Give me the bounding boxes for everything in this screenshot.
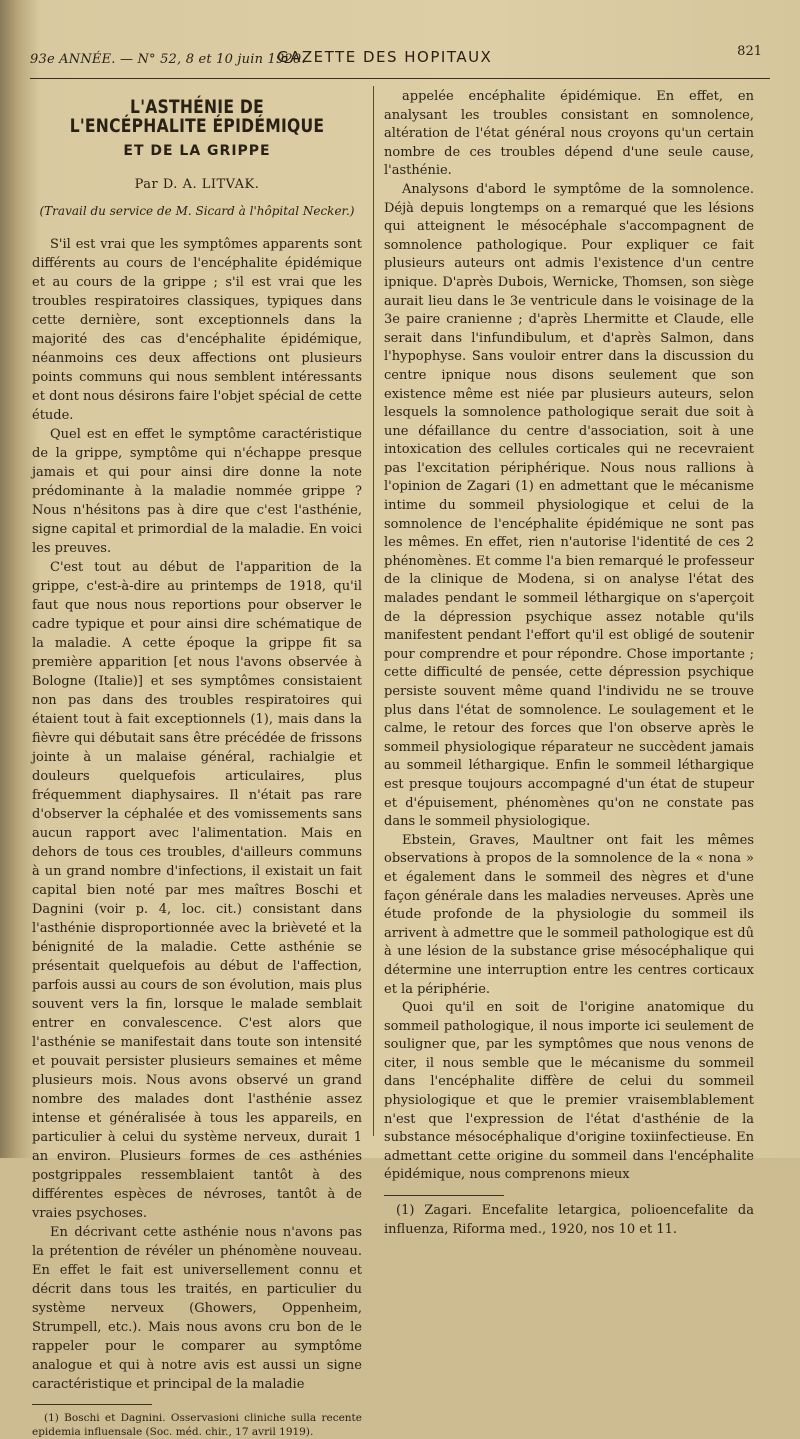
article-title: L'ASTHÉNIE DE L'ENCÉPHALITE ÉPIDÉMIQUE [69,96,325,137]
journal-title: GAZETTE DES HOPITAUX [277,48,493,66]
article-author: Par D. A. LITVAK. [134,177,260,192]
paragraph: Analysons d'abord le symptôme de la somnolence. Déjà depuis longtemps on a remarqué que les lésions qui atteignent le mésocéphale s'accompagnent de somnolence pathologique. Pour expliquer ce fait plusieurs auteurs ont admis l'existence d'un centre ipnique. D'après Dubois, Wernicke, Thomsen, son siège aurait lieu dans le 3e ventricule dans le voisinage de la 3e paire cranienne ; d'après Lhermitte et Claude, elle serait dans l'infundibulum, et d'après Salmon, dans l'hypophyse. Sans vouloir entrer dans la discussion du centre ipnique nous disons seulement que son existence même est niée par plusieurs auteurs, selon lesquels la somnolence pathologique serait due soit à une défaillance du centre d'association, soit à une intoxication des cellules corticales qui ne recevraient pas l'excitation périphérique. Nous nous rallions à l'opinion de Zagari (1) en admettant que le mécanisme intime du sommeil physiologique et celui de la somnolence de l'encéphalite épidémique ne sont pas les mêmes. En effet, rien n'autorise l'identité de ces 2 phénomènes. Et comme l'a bien remarqué le professeur de la clinique de Modena, si on analyse l'état des malades pendant le sommeil léthargique on s'aperçoit de la dépression psychique assez notable qu'ils manifestent pendant l'effort qu'il est obligé de soutenir pour comprendre et pour répondre. Chose importante ; cette difficulté de pensée, cette dépression psychique persiste souvent même quand l'individu ne se trouve plus dans l'état de somnolence. Le soulagement et le calme, le retour des forces que l'on observe après le sommeil physiologique réparateur ne succèdent jamais au sommeil léthargique. Enfin le sommeil léthargique est presque toujours accompagné d'un état de stupeur et d'épuisement, phénomènes qu'on ne constate pas dans le sommeil physiologique. [384,181,754,830]
article-subtitle: ET DE LA GRIPPE [123,143,271,159]
paragraph: C'est tout au début de l'apparition de la grippe, c'est-à-dire au printemps de 1918, qu'il faut que nous nous reportions pour observer le cadre typique et pour ainsi dire schématique de la maladie. A cette époque la grippe fit sa première apparition [et nous l'avons observée à Bologne (Italie)] et ses symptômes consistaient non pas dans des troubles respiratoires qui étaient tout à fait exceptionnels (1), mais dans la fièvre qui débutait sans être précédée de frissons jointe à un malaise général, rachialgie et douleurs quelquefois articulaires, plus fréquemment diaphysaires. Il n'était pas rare d'observer la céphalée et des vomissements sans aucun rapport avec l'alimentation. Mais en dehors de tous ces troubles, d'ailleurs communs à un grand nombre d'infections, il existait un fait capital bien noté par mes maîtres Boschi et Dagnini (voir p. 4, loc. cit.) consistant dans l'asthénie disproportionnée avec la brièveté et la bénignité de la maladie. Cette asthénie se présentait quelquefois au début de l'affection, parfois aussi au cours de son évolution, mais plus souvent vers la fin, lorsque le malade semblait entrer en convalescence. C'est alors que l'asthénie se manifestait dans toute son intensité et pouvait persister plusieurs semaines et même plusieurs mois. Nous avons observé un grand nombre des malades dont l'asthénie assez intense et généralisée à tous les appareils, en particulier à celui du système nerveux, durait 1 an environ. Plusieurs formes de ces asthénies postgrippales ressemblaient tantôt à des différentes espèces de névroses, tantôt à de vraies psychoses. [32,560,362,1221]
paragraph: En décrivant cette asthénie nous n'avons pas la prétention de révéler un phénomène nouveau. En effet le fait est universellement connu et décrit dans tous les traités, en particulier du système nerveux (Ghowers, Oppenheim, Strumpell, etc.). Mais nous avons cru bon de le rappeler pour le comparer au symptôme analogue et qui à notre avis est aussi un signe caractéristique et principal de la maladie [32,1225,362,1392]
footnote-rule [32,1404,152,1405]
article-affiliation: (Travail du service de M. Sicard à l'hôpital Necker.) [39,204,355,218]
page-header [30,44,770,74]
paragraph: S'il est vrai que les symptômes apparents sont différents au cours de l'encéphalite épidémique et au cours de la grippe ; s'il est vrai que les troubles respiratoires classiques, typiques dans cette dernière, sont exceptionnels dans la majorité des cas d'encéphalite épidémique, néanmoins ces deux affections ont plusieurs points communs qui nous semblent intéressants et dont nous désirons faire l'objet spécial de cette étude. [32,237,362,423]
footnote: (1) Boschi et Dagnini. Osservasioni cliniche sulla recente epidemia influensale (Soc. méd. chir., 17 avril 1919). [32,1412,362,1438]
footnote: (1) Zagari. Encefalite letargica, polioencefalite da influenza, Riforma med., 1920, nos 10 et 11. [384,1203,754,1237]
paragraph: Ebstein, Graves, Maultner ont fait les mêmes observations à propos de la somnolence de la « nona » et également dans le sommeil des nègres et d'une façon générale dans les maladies nerveuses. Après une étude profonde de la physiologie du sommeil ils arrivent à admettre que le sommeil pathologique est dû à une lésion de la substance grise mésocéphalique qui détermine une interruption entre les centres corticaux et la périphérie. [384,832,754,997]
right-column [384,88,754,1239]
column-divider [373,86,374,1136]
page-number: 821 [737,44,762,59]
footnote-rule [384,1195,504,1196]
paragraph: Quel est en effet le symptôme caractéristique de la grippe, symptôme qui n'échappe presque jamais et qui pour ainsi dire donne la note prédominante à la maladie nommée grippe ? Nous n'hésitons pas à dire que c'est l'asthénie, signe capital et primordial de la maladie. En voici les preuves. [32,427,362,556]
paragraph: Quoi qu'il en soit de l'origine anatomique du sommeil pathologique, il nous importe ici seulement de souligner que, par les symptômes que nous venons de citer, il nous semble que le mécanisme du sommeil dans l'encéphalite diffère de celui du sommeil physiologique et que le premier vraisemblablement n'est que l'expression de l'état d'asthénie de la substance mésocéphalique d'origine toxiinfectieuse. En admettant cette origine du sommeil dans l'encéphalite épidémique, nous comprenons mieux [384,1000,754,1183]
issue-info: 93e ANNÉE. — N° 52, 8 et 10 juin 1920. [30,52,306,67]
paragraph: appelée encéphalite épidémique. En effet, en analysant les troubles consistant en somnolence, altération de l'état général nous croyons qu'un certain nombre de ces troubles dépend d'une seule cause, l'asthénie. [384,89,754,179]
header-rule [30,78,770,79]
left-column [32,88,362,1439]
